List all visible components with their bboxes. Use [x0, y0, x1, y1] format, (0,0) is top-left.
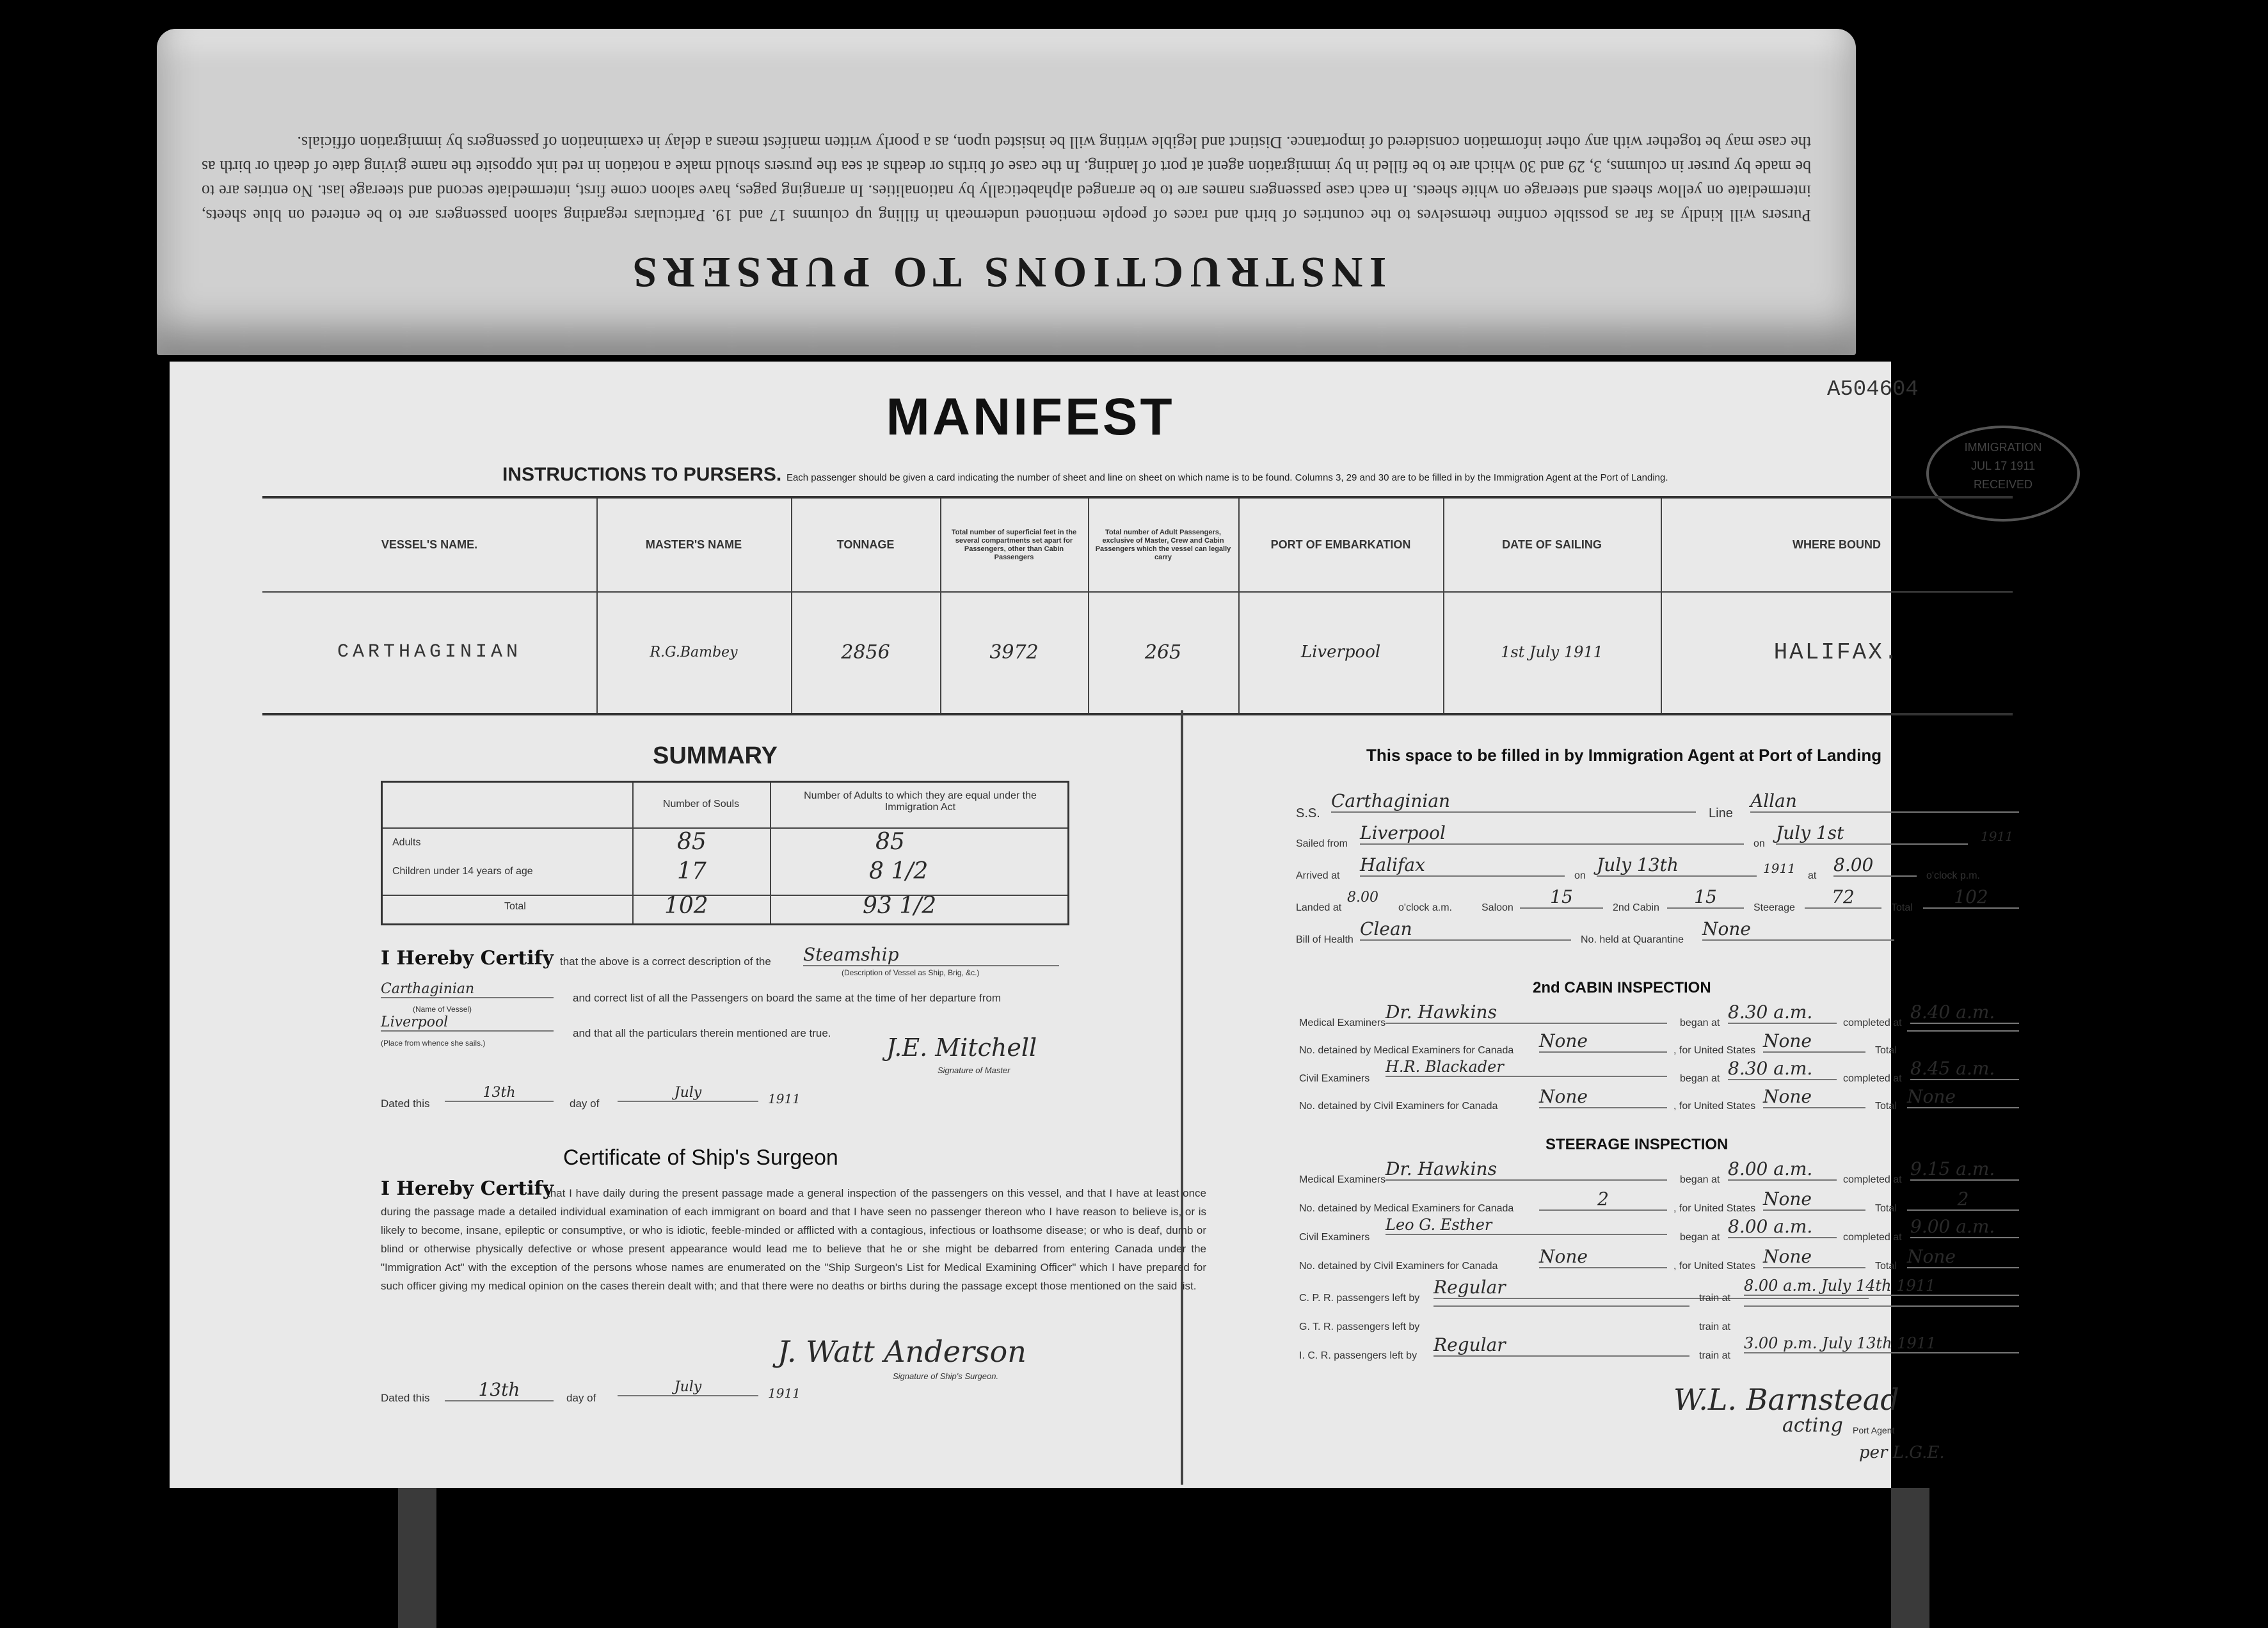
cabin-us-civ-value: None — [1763, 1086, 1865, 1108]
bill-value: Clean — [1360, 918, 1571, 941]
master-cert-heading: I Hereby Certify — [381, 947, 554, 970]
steer-civ-completed-value: 9.00 a.m. — [1910, 1216, 2019, 1238]
vessel-name-caption: (Name of Vessel) — [413, 1005, 472, 1014]
children-equal: 8 1/2 — [869, 858, 929, 884]
cabin-began-label: began at — [1680, 1018, 1720, 1028]
row-children-label: Children under 14 years of age — [392, 866, 533, 877]
line-value: Allan — [1750, 790, 2019, 813]
master-dated-of: day of — [570, 1097, 600, 1110]
steer-det-civ-value: None — [1539, 1246, 1667, 1268]
cabin-total-civ-value: None — [1907, 1086, 2019, 1108]
ss-value: Carthaginian — [1331, 790, 1696, 813]
vessel-type-caption: (Description of Vessel as Ship, Brig, &c.) — [842, 968, 980, 977]
steer-us-label: , for United States — [1673, 1203, 1756, 1214]
total-souls: 102 — [664, 893, 708, 919]
surgeon-cert-title: Certificate of Ship's Surgeon — [563, 1145, 838, 1170]
bill-label: Bill of Health — [1296, 934, 1354, 945]
line-label: Line — [1709, 806, 1733, 820]
steer-civ-began-value: 8.00 a.m. — [1728, 1216, 1837, 1238]
landing-total-value: 102 — [1923, 886, 2019, 909]
landed-clock: o'clock a.m. — [1398, 902, 1452, 913]
cabin-civ-total-label: Total — [1875, 1101, 1897, 1112]
quarantine-value: None — [1702, 918, 1894, 941]
landed-label: Landed at — [1296, 902, 1342, 913]
steer-med-label: Medical Examiners — [1299, 1174, 1386, 1185]
master-signature: J.E. Mitchell — [886, 1033, 1037, 1062]
departure-place: Liverpool — [381, 1014, 554, 1032]
cpr-train-label: train at — [1699, 1293, 1730, 1304]
col-master-name: MASTER'S NAME — [645, 538, 742, 551]
port-embarkation-value: Liverpool — [1300, 642, 1381, 662]
steer-total-label: Total — [1875, 1203, 1897, 1214]
instructions-label: INSTRUCTIONS TO PURSERS. — [502, 464, 782, 485]
total-equal: 93 1/2 — [863, 893, 937, 919]
stamp-date: JUL 17 1911 — [1970, 459, 2036, 472]
master-dated-label: Dated this — [381, 1097, 430, 1110]
sailed-on: on — [1753, 838, 1765, 849]
col-tonnage: TONNAGE — [836, 538, 895, 551]
cabin-det-civ-value: None — [1539, 1086, 1667, 1108]
gtr-train-value — [1744, 1305, 2019, 1307]
adults-souls: 85 — [677, 829, 707, 855]
saloon-label: Saloon — [1481, 902, 1513, 913]
col-where-bound: WHERE BOUND — [1793, 538, 1881, 551]
stamp-number: A504604 — [1827, 378, 1919, 402]
cabin-us-label: , for United States — [1673, 1045, 1756, 1056]
stamp-top: IMMIGRATION — [1964, 441, 2042, 454]
cabin2-value: 15 — [1667, 886, 1744, 909]
col-vessel-name: VESSEL'S NAME. — [381, 538, 478, 551]
arrived-on: on — [1574, 870, 1586, 881]
cabin-civ-completed-value: 8.45 a.m. — [1910, 1058, 2019, 1080]
master-signature-caption: Signature of Master — [938, 1065, 1010, 1075]
icr-train-value: 3.00 p.m. July 13th 1911 — [1744, 1334, 2019, 1353]
steer-completed-label: completed at — [1843, 1174, 1902, 1185]
vessel-name-value: CARTHAGINIAN — [337, 641, 522, 663]
master-cert-line1: that the above is a correct description of the — [560, 955, 771, 968]
steer-civ-label: Civil Examiners — [1299, 1232, 1370, 1243]
gtr-train-label: train at — [1699, 1321, 1730, 1332]
arrived-label: Arrived at — [1296, 870, 1340, 881]
stamp-bottom: RECEIVED — [1973, 478, 2033, 491]
surgeon-signature-caption: Signature of Ship's Surgeon. — [893, 1371, 999, 1381]
cabin-med-label: Medical Examiners — [1299, 1018, 1386, 1028]
agent-port-agent: Port Agent — [1853, 1425, 1895, 1435]
surgeon-cert-heading: I Hereby Certify — [381, 1177, 554, 1200]
folded-instructions-sheet — [157, 29, 1856, 355]
icr-train-label: train at — [1699, 1350, 1730, 1361]
steer-total-med-value: 2 — [1907, 1188, 2019, 1211]
cabin-completed-label: completed at — [1843, 1018, 1902, 1028]
agent-signature: W.L. Barnstead — [1673, 1382, 1899, 1417]
agent-acting: acting — [1782, 1414, 1843, 1437]
master-dated-day: 13th — [445, 1085, 554, 1102]
date-sailing-value: 1st July 1911 — [1501, 643, 1603, 661]
steer-began-value: 8.00 a.m. — [1728, 1158, 1837, 1181]
landed-value: 8.00 — [1347, 890, 1378, 906]
master-dated-year: 1911 — [768, 1091, 801, 1106]
col-adults-equal: Number of Adults to which they are equal under the Immigration Act — [804, 790, 1037, 813]
manifest-title: MANIFEST — [886, 388, 1175, 446]
instructions-note: Each passenger should be given a card indicating the number of sheet and line on sheet on which name is to be found. Columns 3, 29 and 30 are to be filled in by the Immigration Agent at the Port of Landing. — [786, 472, 1668, 483]
steer-det-med-value: 2 — [1539, 1188, 1667, 1211]
arrived-date: July 13th — [1597, 854, 1757, 877]
gtr-value — [1433, 1305, 1689, 1307]
cabin-det-civ-label: No. detained by Civil Examiners for Canada — [1299, 1101, 1498, 1112]
steer-det-civ-label: No. detained by Civil Examiners for Canada — [1299, 1261, 1498, 1272]
master-dated-month: July — [618, 1085, 758, 1102]
steer-det-med-label: No. detained by Medical Examiners for Canada — [1299, 1203, 1514, 1214]
surgeon-signature: J. Watt Anderson — [778, 1334, 1026, 1369]
adult-passengers-value: 265 — [1144, 641, 1182, 664]
gtr-label: G. T. R. passengers left by — [1299, 1321, 1420, 1332]
quarantine-label: No. held at Quarantine — [1581, 934, 1684, 945]
master-vessel-name: Carthaginian — [381, 981, 554, 998]
cabin-began-value: 8.30 a.m. — [1728, 1002, 1837, 1024]
children-souls: 17 — [677, 858, 707, 884]
sailed-value: Liverpool — [1360, 822, 1744, 845]
instructions-text: Pursers will kindly as far as possible confine themselves to the countries of birth and races of people mentioned underneath in filling up columns 17 and 19. Particulars regarding saloon passengers are to be entered on blue sheets, intermediate on yellow sheets and steerage on white sheets. In each case passengers names are to be arranged alphabetically by nationalities. In arranging pages, have saloon come first, intermediate second and steerage last. No entries are to be made by purser in columns, 3, 29 and 30 which are to be filled in by immigration agent at port of landing. In the case of births or deaths at sea the pursers should make a notation in red ink opposite the name giving date of death or birth as the case may be together with any other information considered of importance. Distinct and legible writing will be insisted upon, as a poorly written manifest means a delay in examination of passengers by immigration officials. — [202, 133, 1811, 225]
steer-began-label: began at — [1680, 1174, 1720, 1185]
steer-civ-completed-label: completed at — [1843, 1232, 1902, 1243]
steer-civ-value: Leo G. Esther — [1386, 1216, 1667, 1235]
cpr-value: Regular — [1433, 1277, 1869, 1299]
steer-civ-total-label: Total — [1875, 1261, 1897, 1272]
cabin-total-label: Total — [1875, 1045, 1897, 1056]
row-total-label: Total — [504, 901, 526, 912]
arrived-clock: o'clock p.m. — [1926, 870, 1980, 881]
surgeon-dated-day: 13th — [445, 1379, 554, 1401]
cabin-civ-us-label: , for United States — [1673, 1101, 1756, 1112]
summary-table — [381, 781, 1069, 925]
stand-leg-right — [1891, 1488, 1929, 1628]
cabin-total-med-value — [1907, 1030, 2019, 1032]
instructions-heading: INSTRUCTIONS TO PURSERS — [626, 248, 1387, 297]
saloon-value: 15 — [1520, 886, 1603, 909]
page-divider — [1181, 710, 1183, 1485]
cabin-completed-value: 8.40 a.m. — [1910, 1002, 2019, 1024]
cabin2-label: 2nd Cabin — [1613, 902, 1659, 913]
master-name-value: R.G.Bambey — [650, 644, 738, 660]
tonnage-value: 2856 — [841, 641, 890, 664]
steerage-label: Steerage — [1753, 902, 1795, 913]
surgeon-dated-month: July — [618, 1379, 758, 1396]
icr-value: Regular — [1433, 1334, 1689, 1357]
steer-total-civ-value: None — [1907, 1246, 2019, 1268]
steerage-inspection-title: STEERAGE INSPECTION — [1545, 1136, 1729, 1153]
summary-title: SUMMARY — [653, 742, 778, 769]
master-cert-line3: and that all the particulars therein mentioned are true. — [573, 1027, 831, 1039]
steer-civ-us-label: , for United States — [1673, 1261, 1756, 1272]
sailed-label: Sailed from — [1296, 838, 1348, 849]
cabin-det-med-value: None — [1539, 1030, 1667, 1053]
col-adult-passengers: Total number of Adult Passengers, exclusive of Master, Crew and Cabin Passengers which the vessel can legally carry — [1095, 528, 1231, 561]
instructions-row — [502, 464, 2038, 486]
steerage-value: 72 — [1805, 886, 1881, 909]
arrived-time: 8.00 — [1833, 854, 1917, 877]
steer-med-value: Dr. Hawkins — [1386, 1158, 1667, 1181]
agent-per: per L.G.E. — [1859, 1443, 1945, 1462]
cabin-civ-began-label: began at — [1680, 1073, 1720, 1084]
cabin-inspection-title: 2nd CABIN INSPECTION — [1533, 979, 1711, 996]
col-date-sailing: DATE OF SAILING — [1502, 538, 1602, 551]
landing-title: This space to be filled in by Immigration Agent at Port of Landing — [1366, 746, 1882, 765]
adults-equal: 85 — [875, 829, 905, 855]
arrived-value: Halifax — [1360, 854, 1565, 877]
where-bound-value: HALIFAX. — [1773, 639, 1900, 666]
arrived-at: at — [1808, 870, 1817, 881]
cabin-civ-began-value: 8.30 a.m. — [1728, 1058, 1837, 1080]
landing-total-label: Total — [1891, 902, 1913, 913]
master-cert-line2: and correct list of all the Passengers on board the same at the time of her departure from — [573, 992, 1002, 1004]
steer-completed-value: 9.15 a.m. — [1910, 1158, 2019, 1181]
arrived-year: 1911 — [1763, 861, 1796, 876]
cabin-civ-completed-label: completed at — [1843, 1073, 1902, 1084]
cpr-train-value: 8.00 a.m. July 14th 1911 — [1744, 1277, 2019, 1296]
cabin-us-med-value: None — [1763, 1030, 1865, 1053]
departure-caption: (Place from whence she sails.) — [381, 1039, 486, 1048]
cpr-label: C. P. R. passengers left by — [1299, 1293, 1420, 1304]
surgeon-dated-year: 1911 — [768, 1385, 801, 1401]
col-souls: Number of Souls — [662, 799, 740, 810]
steer-civ-began-label: began at — [1680, 1232, 1720, 1243]
superficial-feet-value: 3972 — [989, 641, 1039, 664]
manifest-page — [170, 362, 2042, 1488]
surgeon-dated-of: day of — [566, 1392, 596, 1404]
surgeon-dated-label: Dated this — [381, 1392, 430, 1404]
cabin-civ-value: H.R. Blackader — [1386, 1058, 1667, 1077]
sailed-date: July 1st — [1776, 822, 1968, 845]
icr-label: I. C. R. passengers left by — [1299, 1350, 1418, 1361]
cabin-civ-label: Civil Examiners — [1299, 1073, 1370, 1084]
col-superficial-feet: Total number of superficial feet in the several compartments set apart for Passengers, other than Cabin Passengers — [951, 528, 1077, 561]
vessel-type-value: Steamship — [803, 944, 1059, 966]
surgeon-cert-text: that I have daily during the present passage made a general inspection of the passengers on this vessel, and that I have at least once during the passage made a detailed individual examination of each immigrant on board and that I have seen no passenger thereon who I have reason to believe is, or is likely to become, insane, epileptic or consumptive, or who is idiotic, feeble-minded or afflicted with a contagious, infectious or loathsome disease; or who is deaf, dumb or blind or otherwise physically defective or whose present appearance would lead me to believe that he or she might be debarred from entering Canada under the "Immigration Act" with the exception of the persons whose names are enumerated on the "Ship Surgeon's List for Medical Examining Officer" which I have prepared for such officer giving my medical opinion on the cases therein dealt with; and that there were no deaths or births during the passage except those mentioned on the said list. — [381, 1187, 1206, 1292]
sailed-year: 1911 — [1981, 829, 2013, 844]
stand-leg-left — [398, 1488, 436, 1628]
row-adults-label: Adults — [392, 837, 421, 848]
col-port-embarkation: PORT OF EMBARKATION — [1270, 538, 1411, 551]
cabin-det-med-label: No. detained by Medical Examiners for Canada — [1299, 1045, 1514, 1056]
vessel-table — [262, 496, 2013, 715]
ss-label: S.S. — [1296, 806, 1320, 820]
steer-us-med-value: None — [1763, 1188, 1865, 1211]
cabin-med-value: Dr. Hawkins — [1386, 1002, 1667, 1024]
steer-us-civ-value: None — [1763, 1246, 1865, 1268]
